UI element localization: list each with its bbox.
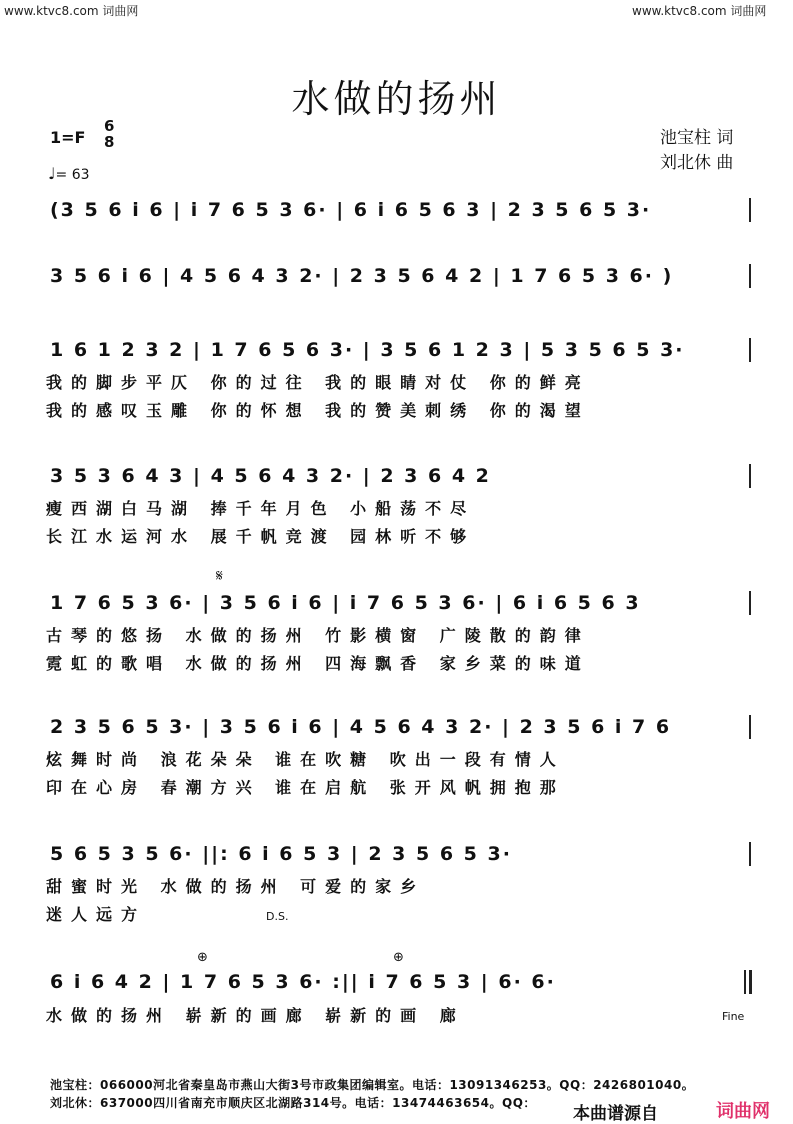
coda-icon: ⊕ — [393, 950, 404, 965]
meter-top: 6 — [104, 117, 115, 135]
lyric-line: 古琴的悠扬 水做的扬州 竹影横窗 广陵散的韵律 — [46, 626, 590, 645]
key-signature: 1=F — [50, 128, 86, 147]
barline — [749, 715, 751, 739]
source-label: 本曲谱源自 — [573, 1104, 658, 1124]
staff-6 — [44, 713, 756, 743]
lyric-line: 我的脚步平仄 你的过往 我的眼睛对仗 你的鲜亮 — [46, 373, 590, 392]
staff-notes: (3 5 6 i 6 | i 7 6 5 3 6· | 6 i 6 5 6 3 | 2 3 5 6 5 3· — [50, 199, 652, 221]
footer-contact-1: 池宝柱：066000河北省秦皇岛市燕山大街3号市政集团编辑室。电话：13091346253。QQ：2426801040。 — [50, 1078, 695, 1092]
quarter-note-icon: ♩ — [48, 164, 56, 183]
staff-notes: 1 7 6 5 3 6· | 3 5 6 i 6 | i 7 6 5 3 6· | 6 i 6 5 6 3 — [50, 592, 641, 614]
lyric-line: 甜蜜时光 水做的扬州 可爱的家乡 — [46, 877, 426, 896]
lyric-line: 瘦西湖白马湖 捧千年月色 小船荡不尽 — [46, 499, 476, 518]
final-barline — [749, 970, 752, 994]
lyric-line: 印在心房 春潮方兴 谁在启航 张开风帆拥抱那 — [46, 778, 565, 797]
staff-5 — [44, 589, 756, 619]
lyric-line: 霓虹的歌唱 水做的扬州 四海飘香 家乡菜的味道 — [46, 654, 590, 673]
lyric-line: 长江水运河水 展千帆竞渡 园林听不够 — [46, 527, 476, 546]
lyric-line: 炫舞时尚 浪花朵朵 谁在吹糖 吹出一段有情人 — [46, 750, 565, 769]
barline — [744, 970, 746, 994]
staff-7 — [44, 840, 756, 870]
time-signature — [104, 118, 114, 150]
staff-notes: 1 6 1 2 3 2 | 1 7 6 5 6 3· | 3 5 6 1 2 3 | 5 3 5 6 5 3· — [50, 339, 685, 361]
fine-marking: Fine — [722, 1010, 745, 1023]
staff-8 — [44, 968, 756, 998]
brand-logo: 词曲网 — [716, 1101, 770, 1122]
lyricist: 池宝柱 词 — [660, 128, 734, 148]
staff-notes: 5 6 5 3 5 6· ||: 6 i 6 5 3 | 2 3 5 6 5 3· — [50, 843, 512, 865]
lyric-line: 我的感叹玉雕 你的怀想 我的赞美刺绣 你的渴望 — [46, 401, 590, 420]
lyric-line: 迷人远方 — [46, 905, 147, 924]
barline — [749, 198, 751, 222]
footer-contact-2: 刘北休：637000四川省南充市顺庆区北湖路314号。电话：13474463654。QQ： — [50, 1096, 536, 1110]
barline — [749, 464, 751, 488]
barline — [749, 842, 751, 866]
tempo-value: = 63 — [55, 167, 90, 183]
composer: 刘北休 曲 — [660, 153, 734, 173]
barline — [749, 264, 751, 288]
watermark-right: www.ktvc8.com 词曲网 — [632, 4, 767, 18]
watermark-left: www.ktvc8.com 词曲网 — [4, 4, 139, 18]
staff-notes: 2 3 5 6 5 3· | 3 5 6 i 6 | 4 5 6 4 3 2· | 2 3 5 6 i 7 6 — [50, 716, 672, 738]
tempo-marking — [48, 164, 90, 183]
staff-4 — [44, 462, 756, 492]
barline — [749, 338, 751, 362]
staff-2 — [44, 262, 756, 292]
segno-icon: 𝄋 — [216, 566, 223, 585]
meter-bottom: 8 — [104, 133, 115, 151]
staff-notes: 3 5 3 6 4 3 | 4 5 6 4 3 2· | 2 3 6 4 2 — [50, 465, 491, 487]
ds-marking: D.S. — [266, 910, 289, 923]
staff-notes: 3 5 6 i 6 | 4 5 6 4 3 2· | 2 3 5 6 4 2 | 1 7 6 5 3 6· ) — [50, 265, 674, 287]
coda-icon: ⊕ — [197, 950, 208, 965]
lyric-line: 水做的扬州 崭新的画廊 崭新的画 廊 — [46, 1006, 465, 1025]
barline — [749, 591, 751, 615]
staff-notes: 6 i 6 4 2 | 1 7 6 5 3 6· :|| i 7 6 5 3 | 6· 6· — [50, 971, 556, 993]
staff-1 — [44, 196, 756, 226]
staff-3 — [44, 336, 756, 366]
song-title: 水做的扬州 — [291, 77, 502, 121]
